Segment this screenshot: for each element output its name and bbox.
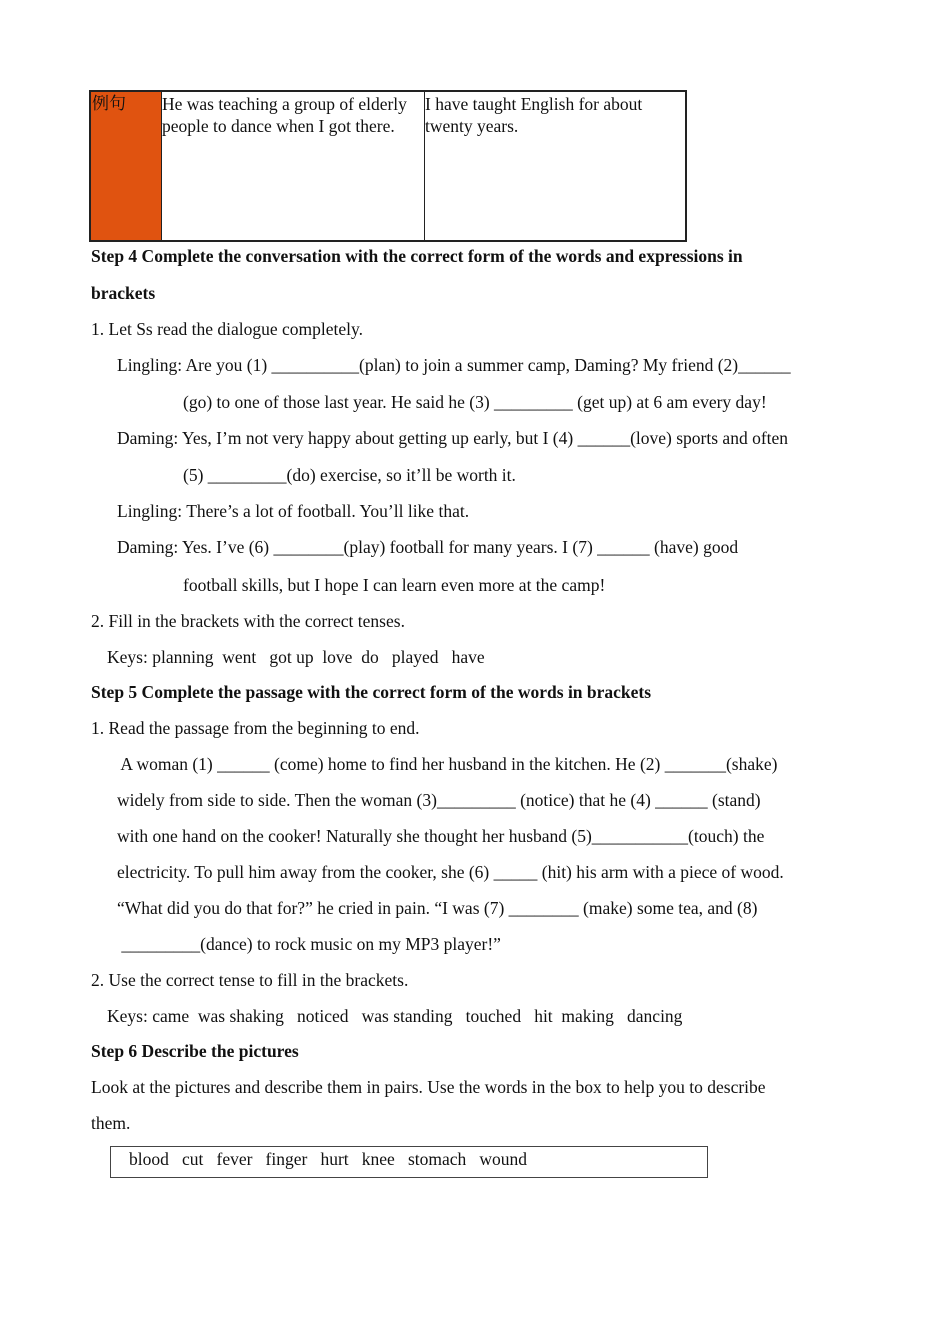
- passage-line: with one hand on the cooker! Naturally she thought her husband (5)___________(touch) the: [117, 826, 765, 846]
- present-perfect-example: I have taught English for about twenty years.: [425, 94, 643, 136]
- dialogue-line: (5) _________(do) exercise, so it’ll be worth it.: [183, 465, 516, 485]
- step5-heading: Step 5 Complete the passage with the correct form of the words in brackets: [91, 682, 652, 702]
- step4-heading: Step 4 Complete the conversation with the correct form of the words and expressions in: [91, 246, 743, 266]
- step5-keys: Keys: came was shaking noticed was standing touched hit making dancing: [107, 1006, 683, 1026]
- dialogue-line: football skills, but I hope I can learn even more at the camp!: [183, 575, 606, 595]
- step5-item-2: 2. Use the correct tense to fill in the brackets.: [91, 970, 409, 990]
- dialogue-line: Daming: Yes, I’m not very happy about getting up early, but I (4) ______(love) sports and often: [117, 428, 789, 448]
- dialogue-line: Lingling: There’s a lot of football. You’ll like that.: [117, 501, 470, 521]
- step4-keys: Keys: planning went got up love do played have: [107, 647, 485, 667]
- passage-line: “What did you do that for?” he cried in pain. “I was (7) ________ (make) some tea, and (8): [117, 898, 758, 918]
- example-table: [89, 90, 687, 242]
- step4-heading-cont: brackets: [91, 283, 156, 303]
- word-box-words: blood cut fever finger hurt knee stomach wound: [129, 1149, 528, 1169]
- step6-heading: Step 6 Describe the pictures: [91, 1041, 299, 1061]
- example-label-cell: [91, 92, 162, 240]
- dialogue-line: Daming: Yes. I’ve (6) ________(play) football for many years. I (7) ______ (have) good: [117, 537, 739, 557]
- passage-line: widely from side to side. Then the woman (3)_________ (notice) that he (4) ______ (stand): [117, 790, 761, 810]
- dialogue-line: (go) to one of those last year. He said he (3) _________ (get up) at 6 am every day!: [183, 392, 767, 412]
- word-box: [110, 1146, 708, 1178]
- step4-item-2: 2. Fill in the brackets with the correct tenses.: [91, 611, 405, 631]
- step4-item-1: 1. Let Ss read the dialogue completely.: [91, 319, 363, 339]
- step6-instruction-cont: them.: [91, 1113, 131, 1133]
- passage-line: electricity. To pull him away from the cooker, she (6) _____ (hit) his arm with a piece of wood.: [117, 862, 784, 882]
- passage-line: _________(dance) to rock music on my MP3 player!”: [117, 934, 501, 954]
- step5-item-1: 1. Read the passage from the beginning to end.: [91, 718, 420, 738]
- example-label: 例句: [92, 94, 126, 114]
- dialogue-line: Lingling: Are you (1) __________(plan) to join a summer camp, Daming? My friend (2)______: [117, 355, 791, 375]
- passage-line: A woman (1) ______ (come) home to find her husband in the kitchen. He (2) _______(shake): [117, 754, 778, 774]
- step6-instruction: Look at the pictures and describe them in pairs. Use the words in the box to help you to describe: [91, 1077, 766, 1097]
- past-continuous-example: He was teaching a group of elderly people to dance when I got there.: [162, 92, 425, 240]
